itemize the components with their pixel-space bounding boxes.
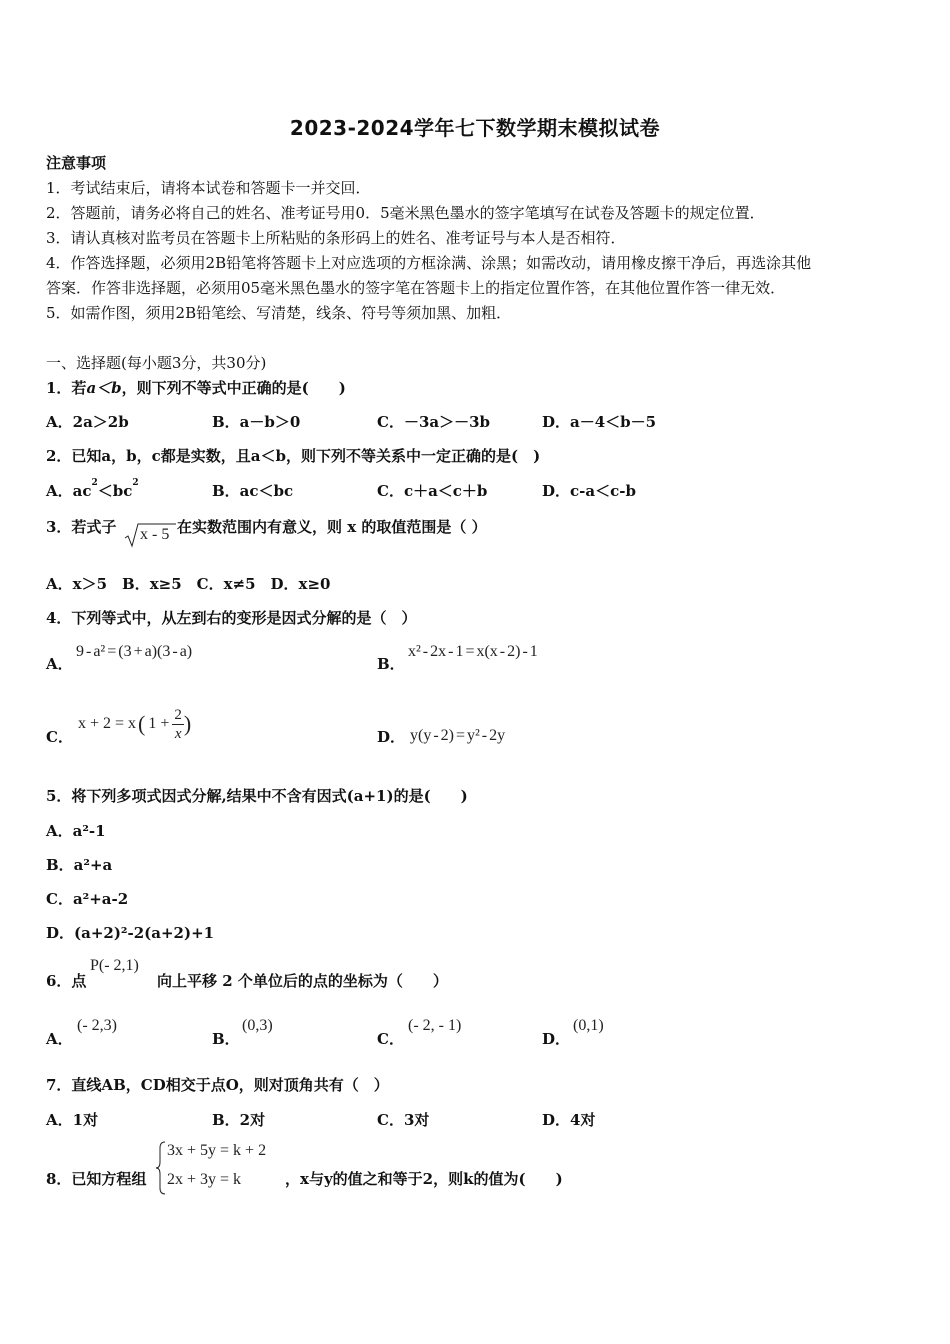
section-heading: 一、选择题(每小题3分，共30分) (46, 354, 267, 372)
question-3-stem-end: 在实数范围内有意义，则 x 的取值范围是（ ） (177, 518, 487, 536)
question-3-stem-start: 3．若式子 (46, 518, 117, 536)
question-6-stem-start: 6．点 (46, 972, 87, 990)
equation-system (155, 1140, 290, 1196)
q7-option-c[interactable]: C．3对 (377, 1111, 430, 1129)
q1-option-d[interactable]: D．a－4＜b－5 (542, 413, 657, 431)
question-7-stem: 7．直线AB，CD相交于点O，则对顶角共有（ ） (46, 1076, 389, 1094)
q7-option-d[interactable]: D．4对 (542, 1111, 596, 1129)
q1-option-c[interactable]: C．－3a＞－3b (377, 413, 491, 431)
notice-item: 2．答题前，请务必将自己的姓名、准考证号用0．5毫米黑色墨水的签字笔填写在试卷及答题卡的规定位置． (46, 204, 765, 222)
q7-option-b[interactable]: B．2对 (212, 1111, 266, 1129)
q7-option-a[interactable]: A．1对 (46, 1111, 99, 1129)
q4-option-d-label[interactable]: D． (377, 728, 406, 746)
q5-option-a[interactable]: A．a²-1 (46, 822, 106, 840)
question-6-stem-end: 向上平移 2 个单位后的点的坐标为（ ） (157, 972, 448, 990)
q4-option-b-expr: x² - 2x - 1 = x(x - 2) - 1 (408, 643, 538, 660)
point-p: P(- 2,1) (90, 957, 139, 974)
equation-2: 2x + 3y = k (167, 1171, 242, 1188)
q1-option-a[interactable]: A．2a＞2b (46, 413, 129, 431)
c-expr-one: 1 + (148, 715, 170, 732)
q4-option-c-label[interactable]: C． (46, 728, 73, 746)
question-4-stem: 4．下列等式中，从左到右的变形是因式分解的是（ ） (46, 609, 417, 627)
q4-option-a-label[interactable]: A． (46, 655, 73, 673)
q6-option-b-value: (0,3) (242, 1017, 273, 1034)
q3-options[interactable]: A．x＞5 B．x≥5 C．x≠5 D．x≥0 (46, 575, 331, 593)
q5-option-b[interactable]: B．a²+a (46, 856, 113, 874)
page-title: 2023-2024学年七下数学期末模拟试卷 (289, 116, 661, 140)
fraction (172, 706, 184, 743)
q4-option-c-expr (78, 700, 191, 748)
notice-item: 4．作答选择题，必须用2B铅笔将答题卡上对应选项的方框涂满、涂黑；如需改动，请用橡皮擦干净后，再选涂其他 (46, 254, 812, 272)
right-paren: ) (183, 711, 192, 736)
notice-item: 答案．作答非选择题，必须用05毫米黑色墨水的签字笔在答题卡上的指定位置作答，在其他位置作答一律无效． (46, 279, 786, 297)
question-8-stem-end: ，x与y的值之和等于2，则k的值为( ) (285, 1170, 563, 1188)
brace-icon (155, 1140, 167, 1196)
q4-option-b-label[interactable]: B． (377, 655, 405, 673)
q6-option-a-label[interactable]: A． (46, 1030, 73, 1048)
notice-item: 5．如需作图，须用2B铅笔绘、写清楚，线条、符号等须加黑、加粗． (46, 304, 512, 322)
equation-1: 3x + 5y = k + 2 (167, 1142, 267, 1159)
radicand: x - 5 (140, 526, 170, 543)
question-8-stem-start: 8．已知方程组 (46, 1170, 147, 1188)
notice-item: 3．请认真核对监考员在答题卡上所粘贴的条形码上的姓名、准考证号与本人是否相符． (46, 229, 626, 247)
q2-option-d[interactable]: D．c-a＜c-b (542, 482, 636, 500)
notice-item: 1．考试结束后，请将本试卷和答题卡一并交回． (46, 179, 371, 197)
question-5-stem: 5．将下列多项式因式分解,结果中不含有因式(a+1)的是( ) (46, 787, 468, 805)
q6-option-b-label[interactable]: B． (212, 1030, 240, 1048)
q6-option-d-value: (0,1) (573, 1017, 604, 1034)
fraction-denominator: x (174, 725, 182, 742)
q1-option-b[interactable]: B．a－b＞0 (212, 413, 301, 431)
q6-option-a-value: (- 2,3) (77, 1017, 117, 1034)
q6-option-c-label[interactable]: C． (377, 1030, 404, 1048)
q2-option-a[interactable]: A．$ac^2<bc^2$ (46, 478, 139, 500)
fraction-numerator: 2 (174, 706, 182, 723)
c-expr-left: x + 2 = x (78, 715, 137, 732)
question-1-stem: 1．若a＜b，则下列不等式中正确的是( ) (46, 379, 346, 397)
q5-option-d[interactable]: D．(a+2)²-2(a+2)+1 (46, 924, 215, 942)
q6-option-d-label[interactable]: D． (542, 1030, 571, 1048)
notice-heading: 注意事项 (46, 154, 107, 172)
q4-option-d-expr: y(y - 2) = y² - 2y (410, 727, 506, 744)
q2-option-b[interactable]: B．ac＜bc (212, 482, 294, 500)
q4-option-a-expr: 9 - a² = (3 + a)(3 - a) (76, 643, 193, 660)
q6-option-c-value: (- 2, - 1) (408, 1017, 462, 1034)
q5-option-c[interactable]: C．a²+a-2 (46, 890, 129, 908)
left-paren: ( (138, 711, 146, 736)
q2-option-c[interactable]: C．c＋a＜c＋b (377, 482, 488, 500)
question-2-stem: 2．已知a，b，c都是实数，且a＜b，则下列不等关系中一定正确的是( ) (46, 447, 541, 465)
